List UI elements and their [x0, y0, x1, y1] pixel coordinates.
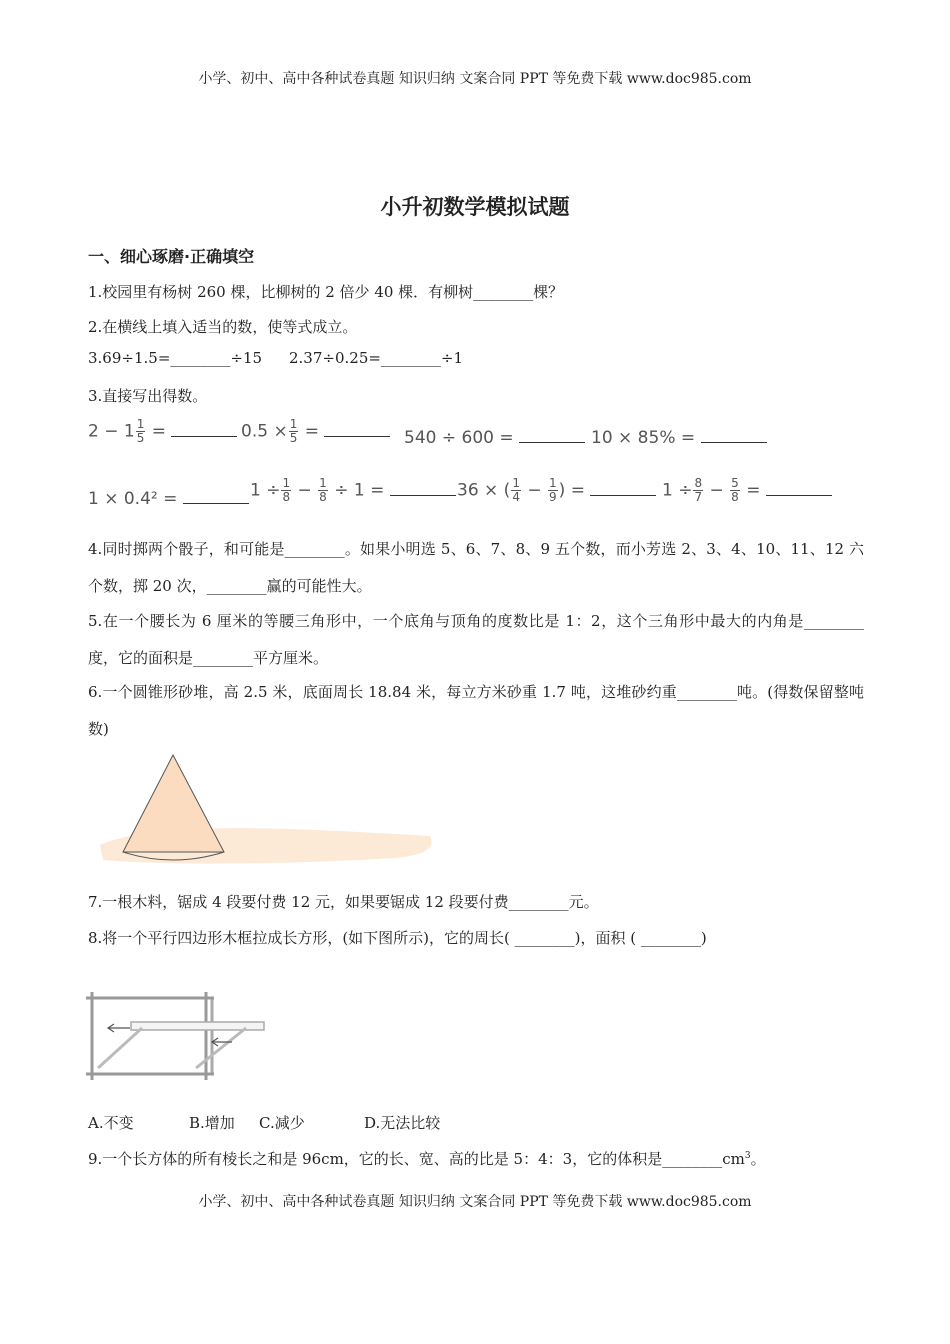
calc-expression-7: 36 × ( $\frac{1}{4}$ − $\frac{1}{9}$ ) =	[457, 477, 656, 504]
calc-expression-3: 540 ÷ 600 =	[404, 428, 585, 448]
section-heading: 一、细心琢磨·正确填空	[88, 247, 255, 266]
calc-expression-6: 1 ÷ $\frac{1}{8}$ − $\frac{1}{8}$ ÷ 1 =	[250, 477, 456, 504]
answer-blank	[183, 489, 249, 504]
option-c[interactable]: C.减少	[259, 1114, 305, 1132]
option-a[interactable]: A.不变	[88, 1114, 134, 1132]
question-4: 4.同时掷两个骰子，和可能是________。如果小明选 5、6、7、8、9 五个数，而小芳选 2、3、4、10、11、12 六个数，掷 20 次，________赢的可能性大。	[88, 540, 864, 595]
calc-expression-8: 1 ÷ $\frac{8}{7}$ − $\frac{5}{8}$ =	[662, 477, 832, 504]
answer-blank	[390, 481, 456, 496]
cone-sandpile-figure	[95, 750, 440, 868]
option-b[interactable]: B.增加	[189, 1114, 235, 1132]
calc-expression-4: 10 × 85% =	[591, 428, 767, 448]
answer-blank	[701, 428, 767, 443]
question-1: 1.校园里有杨树 260 棵，比柳树的 2 倍少 40 棵．有柳树________棵？	[88, 283, 564, 301]
question-3: 3.直接写出得数。	[88, 387, 208, 405]
question-5: 5.在一个腰长为 6 厘米的等腰三角形中，一个底角与顶角的度数比是 1：2，这个三角形中最大的内角是________度，它的面积是________平方厘米。	[88, 612, 864, 667]
question-8: 8.将一个平行四边形木框拉成长方形，(如下图所示)，它的周长( ________)，面积 ( ________)	[88, 929, 707, 947]
answer-blank	[171, 422, 237, 437]
question-2-part-b: 2.37÷0.25=________÷1	[289, 349, 464, 367]
page-title: 小升初数学模拟试题	[380, 195, 570, 219]
answer-blank	[590, 481, 656, 496]
calc-expression-5: 1 × 0.4² =	[88, 489, 249, 509]
answer-blank	[324, 422, 390, 437]
question-2-part-a: 3.69÷1.5=________÷15	[88, 349, 263, 367]
page-header: 小学、初中、高中各种试卷真题 知识归纳 文案合同 PPT 等免费下载 www.doc985.com	[198, 71, 752, 87]
calc-expression-2: 0.5 × $\frac{1}{5}$ =	[241, 418, 390, 445]
question-6: 6.一个圆锥形砂堆，高 2.5 米，底面周长 18.84 米，每立方米砂重 1.7 吨，这堆砂约重________吨。(得数保留整吨数)	[88, 683, 864, 738]
question-7: 7.一根木料，锯成 4 段要付费 12 元，如果要锯成 12 段要付费________元。	[88, 893, 599, 911]
calc-expression-1: 2 − 1 $\frac{1}{5}$ =	[88, 418, 237, 445]
question-9: 9.一个长方体的所有棱长之和是 96cm，它的长、宽、高的比是 5：4：3，它的体积是$\_\_\_\_\_\_\_\_cm^3$。	[88, 1150, 766, 1168]
answer-blank	[766, 481, 832, 496]
option-d[interactable]: D.无法比较	[364, 1114, 441, 1132]
page-footer: 小学、初中、高中各种试卷真题 知识归纳 文案合同 PPT 等免费下载 www.doc985.com	[198, 1194, 752, 1210]
answer-blank	[519, 428, 585, 443]
question-2: 2.在横线上填入适当的数，使等式成立。	[88, 318, 358, 336]
parallelogram-frame-figure	[86, 992, 268, 1082]
